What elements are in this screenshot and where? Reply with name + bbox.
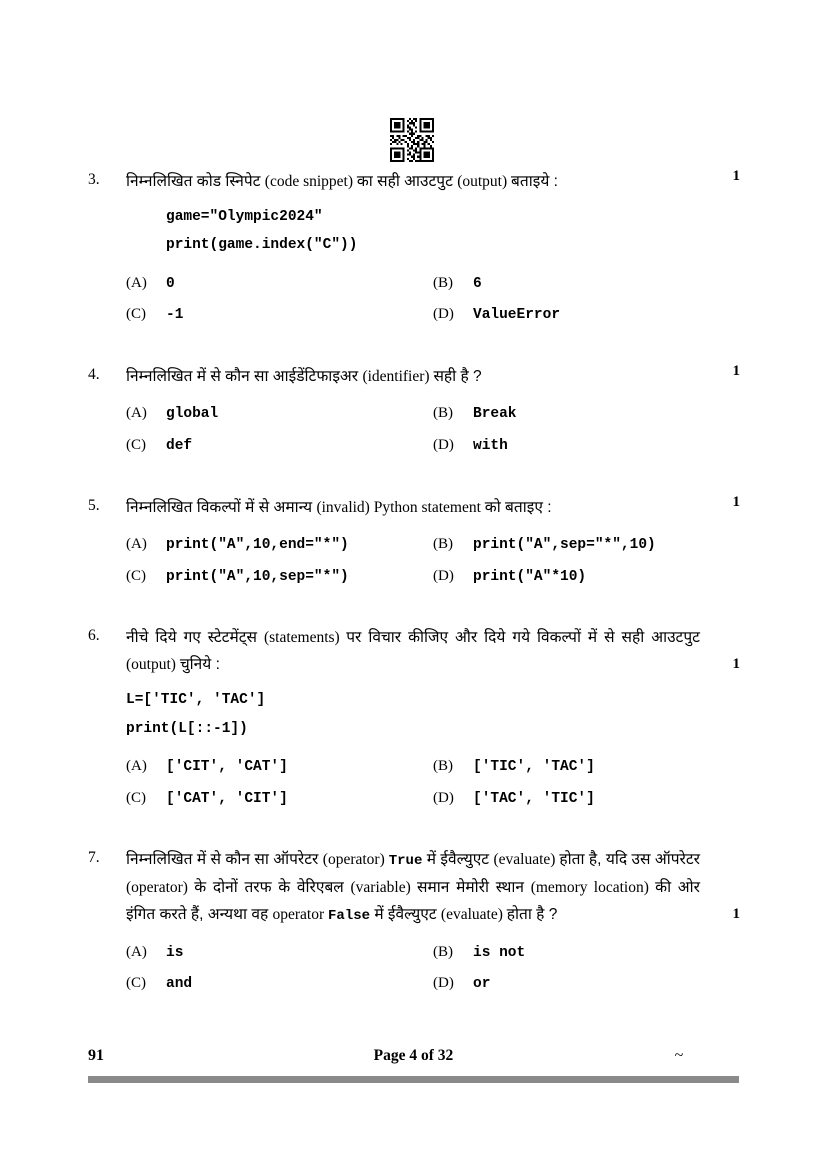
- option-row: [126, 751, 740, 783]
- option-value: Break: [473, 406, 517, 423]
- question-7-number: 7.: [88, 849, 100, 867]
- question-5-number: 5.: [88, 496, 100, 514]
- option-value: print("A",10,sep="*"): [166, 568, 349, 585]
- option-b[interactable]: [433, 529, 740, 561]
- option-row: [126, 430, 740, 462]
- question-3-options: [88, 268, 740, 331]
- question-7: [88, 846, 740, 1000]
- question-3-code: [88, 203, 740, 260]
- option-label: (D): [433, 975, 454, 992]
- question-7-marks: 1: [732, 906, 740, 923]
- option-label: (A): [126, 758, 147, 774]
- question-4-options: [88, 398, 740, 461]
- option-value: global: [166, 406, 219, 423]
- code-line: print(L[::-1]): [126, 720, 248, 737]
- question-5: [88, 494, 740, 593]
- question-6-code: [88, 686, 740, 743]
- footer-code: 91: [88, 1047, 104, 1064]
- question-3-marks: 1: [732, 168, 740, 184]
- question-4: [88, 363, 740, 462]
- option-row: [126, 529, 740, 561]
- questions-container: [88, 168, 740, 1006]
- option-row: [126, 268, 740, 300]
- question-5-text: निम्नलिखित विकल्पों में से अमान्य (invalid) Python statement को बताइए :: [126, 498, 552, 516]
- option-value: def: [166, 437, 193, 454]
- option-label: (B): [433, 758, 453, 774]
- option-label: (C): [126, 789, 146, 806]
- option-c[interactable]: [126, 968, 433, 1000]
- footer-page-number: Page 4 of 32: [373, 1047, 454, 1064]
- option-value: ['CAT', 'CIT']: [166, 790, 288, 807]
- option-value: ValueError: [473, 307, 561, 324]
- option-row: [126, 937, 740, 969]
- option-b[interactable]: [433, 751, 740, 783]
- option-a[interactable]: [126, 529, 433, 561]
- option-value: print("A",sep="*",10): [473, 536, 656, 553]
- option-b[interactable]: [433, 268, 740, 300]
- option-d[interactable]: [433, 783, 740, 815]
- option-label: (C): [126, 436, 146, 453]
- option-label: (A): [126, 274, 147, 291]
- option-value: ['TIC', 'TAC']: [473, 759, 595, 775]
- option-value: print("A",10,end="*"): [166, 536, 349, 553]
- question-5-marks: 1: [732, 493, 740, 510]
- option-value: with: [473, 437, 508, 454]
- question-3-head: [88, 168, 740, 195]
- option-row: [126, 783, 740, 815]
- option-c[interactable]: [126, 299, 433, 331]
- option-b[interactable]: [433, 937, 740, 969]
- option-row: [126, 299, 740, 331]
- option-value: 6: [473, 275, 482, 292]
- option-value: 0: [166, 275, 175, 292]
- option-value: or: [473, 976, 491, 993]
- question-6: [88, 624, 740, 814]
- option-d[interactable]: [433, 968, 740, 1000]
- option-value: ['CIT', 'CAT']: [166, 759, 288, 775]
- question-4-marks: 1: [732, 363, 740, 380]
- question-7-head: [88, 846, 740, 928]
- option-value: and: [166, 976, 193, 993]
- question-5-options: [88, 529, 740, 592]
- option-label: (B): [433, 943, 453, 960]
- question-5-head: [88, 494, 740, 521]
- question-3-number: 3.: [88, 171, 100, 188]
- option-label: (D): [433, 436, 454, 453]
- qr-code-icon: [390, 118, 434, 162]
- question-3: [88, 168, 740, 331]
- code-line: game="Olympic2024": [166, 209, 323, 226]
- option-label: (A): [126, 405, 147, 422]
- option-label: (B): [433, 274, 453, 291]
- footer-mark: ~: [674, 1047, 684, 1064]
- option-a[interactable]: [126, 268, 433, 300]
- option-c[interactable]: [126, 561, 433, 593]
- question-3-text: निम्नलिखित कोड स्निपेट (code snippet) का सही आउटपुट (output) बताइये :: [126, 173, 558, 190]
- option-d[interactable]: [433, 430, 740, 462]
- code-line: L=['TIC', 'TAC']: [126, 692, 266, 709]
- option-value: print("A"*10): [473, 568, 587, 585]
- option-value: ['TAC', 'TIC']: [473, 790, 595, 807]
- option-b[interactable]: [433, 398, 740, 430]
- option-label: (A): [126, 535, 147, 552]
- option-label: (B): [433, 405, 453, 422]
- option-d[interactable]: [433, 561, 740, 593]
- option-row: [126, 968, 740, 1000]
- question-7-text: निम्नलिखित में से कौन सा ऑपरेटर (operator) True में ईवैल्युएट (evaluate) होता है, यदि उस ऑपरेटर (operator) के दोनों तरफ के वेरिएबल (variable) समान मेमोरी स्थान (memory location) की ओर इंगित करते हैं, अन्यथा वह operator False में ईवैल्युएट (evaluate) होता है ?: [126, 851, 701, 925]
- option-a[interactable]: [126, 937, 433, 969]
- option-label: (D): [433, 306, 454, 323]
- option-label: (D): [433, 567, 454, 584]
- page-footer: [88, 1047, 739, 1065]
- option-a[interactable]: [126, 398, 433, 430]
- code-line: print(game.index("C")): [166, 237, 358, 254]
- question-6-options: [88, 751, 740, 814]
- question-4-head: [88, 363, 740, 390]
- option-value: is not: [473, 944, 526, 961]
- option-label: (C): [126, 975, 146, 992]
- option-d[interactable]: [433, 299, 740, 331]
- question-6-text: नीचे दिये गए स्टेटमेंट्स (statements) पर विचार कीजिए और दिये गये विकल्पों में से सही आउटपुट (output) चुनिये :: [126, 629, 700, 674]
- question-6-number: 6.: [88, 627, 100, 645]
- option-row: [126, 398, 740, 430]
- option-label: (A): [126, 943, 147, 960]
- option-value: -1: [166, 307, 184, 324]
- question-4-number: 4.: [88, 366, 100, 384]
- option-label: (D): [433, 789, 454, 806]
- option-label: (C): [126, 567, 146, 584]
- option-row: [126, 561, 740, 593]
- question-7-options: [88, 937, 740, 1000]
- option-c[interactable]: [126, 783, 433, 815]
- option-label: (B): [433, 535, 453, 552]
- question-4-text: निम्नलिखित में से कौन सा आईडेंटिफाइअर (identifier) सही है ?: [126, 368, 482, 386]
- option-a[interactable]: [126, 751, 433, 783]
- qr-code-svg: [390, 118, 434, 162]
- bottom-rule: [88, 1076, 739, 1083]
- option-value: is: [166, 944, 184, 961]
- option-label: (C): [126, 306, 146, 323]
- question-6-head: [88, 624, 740, 678]
- question-6-marks: 1: [732, 656, 740, 673]
- option-c[interactable]: [126, 430, 433, 462]
